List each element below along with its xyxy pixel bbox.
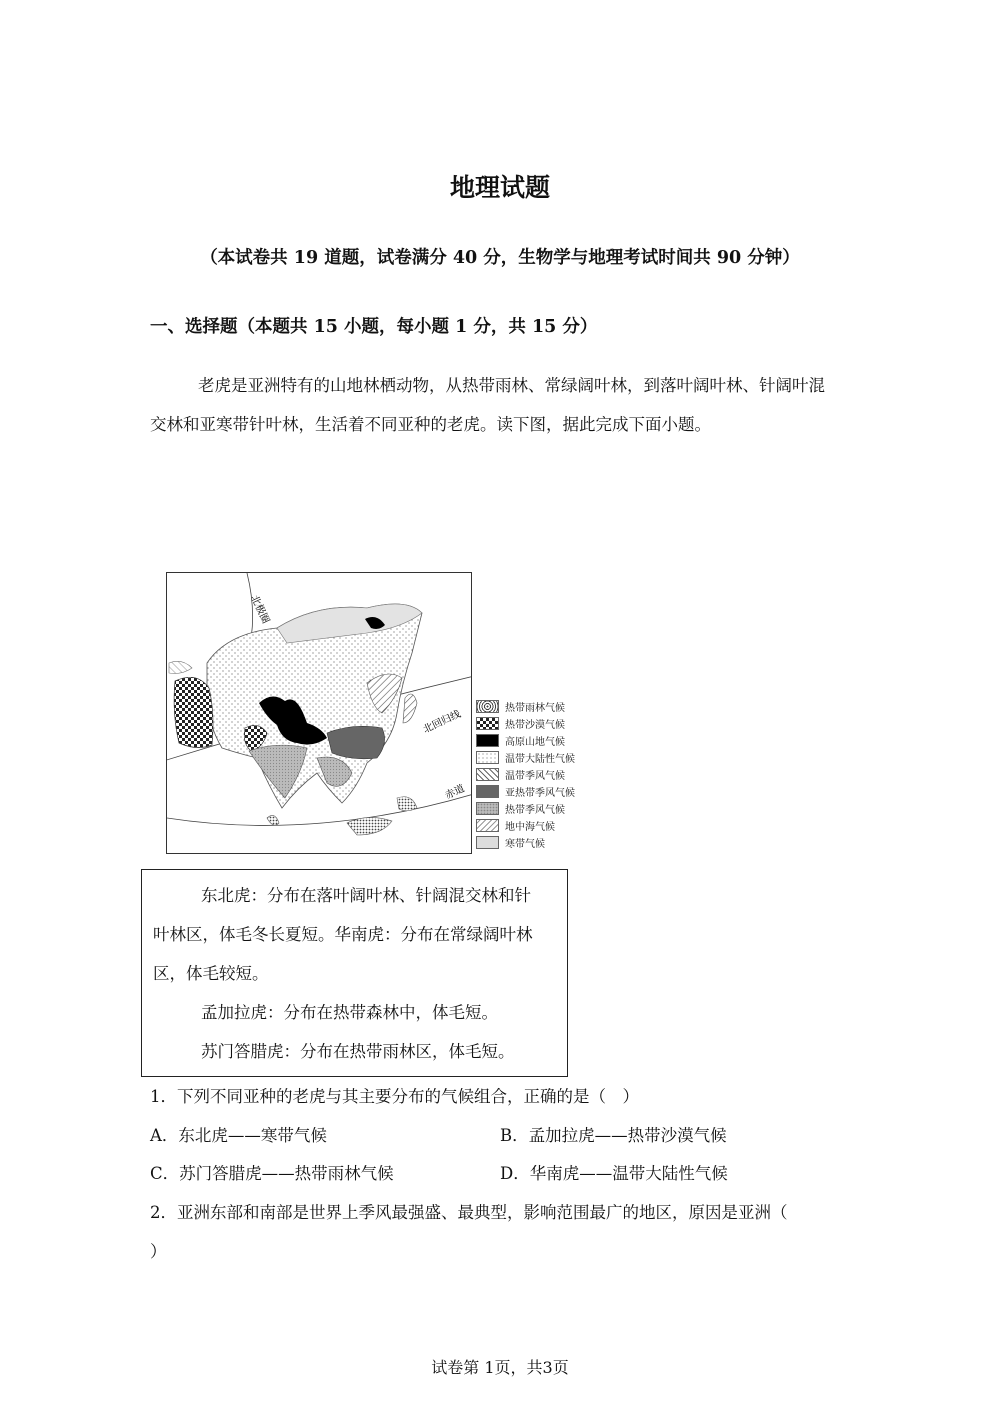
legend-swatch xyxy=(476,734,499,747)
legend-item xyxy=(476,783,596,800)
legend-label: 温带季风气候 xyxy=(505,771,565,782)
legend-swatch xyxy=(476,819,499,832)
tiger-info-box xyxy=(141,869,568,1077)
legend-swatch xyxy=(476,768,499,781)
info-line: 区，体毛较短。 xyxy=(153,964,269,983)
question-1-option-c[interactable]: C．苏门答腊虎——热带雨林气候 xyxy=(150,1164,394,1183)
legend-item xyxy=(476,766,596,783)
legend-label: 温带大陆性气候 xyxy=(505,754,575,765)
legend-item xyxy=(476,800,596,817)
legend-swatch xyxy=(476,802,499,815)
page-footer: 试卷第 1页，共3页 xyxy=(431,1358,569,1377)
arctic-circle-label: 北极圈 xyxy=(248,593,271,626)
page-title: 地理试题 xyxy=(449,173,550,202)
legend-swatch xyxy=(476,717,499,730)
info-line: 叶林区，体毛冬长夏短。华南虎：分布在常绿阔叶林 xyxy=(153,925,533,944)
intro-paragraph: 老虎是亚洲特有的山地林栖动物，从热带雨林、常绿阔叶林，到落叶阔叶林、针阔叶混交林和亚寒带针叶林，生活着不同亚种的老虎。读下图，据此完成下面小题。 xyxy=(150,376,825,434)
legend-item xyxy=(476,715,596,732)
legend-label: 热带雨林气候 xyxy=(505,703,565,714)
legend-label: 地中海气候 xyxy=(505,822,555,833)
legend-item xyxy=(476,817,596,834)
legend-label: 寒带气候 xyxy=(505,839,545,850)
question-1-option-b[interactable]: B．孟加拉虎——热带沙漠气候 xyxy=(500,1126,727,1145)
legend-item xyxy=(476,698,596,715)
legend-item xyxy=(476,749,596,766)
question-1-option-a[interactable]: A．东北虎——寒带气候 xyxy=(150,1126,327,1145)
legend-swatch xyxy=(476,700,499,713)
legend-swatch xyxy=(476,751,499,764)
section-heading: 一、选择题（本题共 15 小题，每小题 1 分，共 15 分） xyxy=(150,317,598,337)
info-line: 苏门答腊虎：分布在热带雨林区，体毛短。 xyxy=(201,1042,515,1061)
legend-label: 高原山地气候 xyxy=(505,737,565,748)
legend-label: 热带沙漠气候 xyxy=(505,720,565,731)
legend-swatch xyxy=(476,836,499,849)
legend-label: 亚热带季风气候 xyxy=(505,788,575,799)
question-2-stem-end: ） xyxy=(150,1242,167,1261)
legend-label: 热带季风气候 xyxy=(505,805,565,816)
info-line: 东北虎：分布在落叶阔叶林、针阔混交林和针 xyxy=(201,886,531,905)
exam-info: （本试卷共 19 道题，试卷满分 40 分，生物学与地理考试时间共 90 分钟） xyxy=(200,248,800,268)
legend-swatch xyxy=(476,785,499,798)
equator-label: 赤道 xyxy=(443,783,467,802)
legend-item xyxy=(476,834,596,851)
map-legend xyxy=(476,698,596,851)
info-line: 孟加拉虎：分布在热带森林中，体毛短。 xyxy=(201,1003,498,1022)
climate-map xyxy=(166,572,472,854)
question-2-stem: 2．亚洲东部和南部是世界上季风最强盛、最典型，影响范围最广的地区，原因是亚洲（ xyxy=(150,1203,788,1222)
asia-climate-map-image xyxy=(167,573,471,853)
question-1-stem: 1．下列不同亚种的老虎与其主要分布的气候组合，正确的是（ ） xyxy=(150,1087,639,1106)
question-1-option-d[interactable]: D．华南虎——温带大陆性气候 xyxy=(500,1164,728,1183)
legend-item xyxy=(476,732,596,749)
tropic-label: 北回归线 xyxy=(421,708,463,736)
